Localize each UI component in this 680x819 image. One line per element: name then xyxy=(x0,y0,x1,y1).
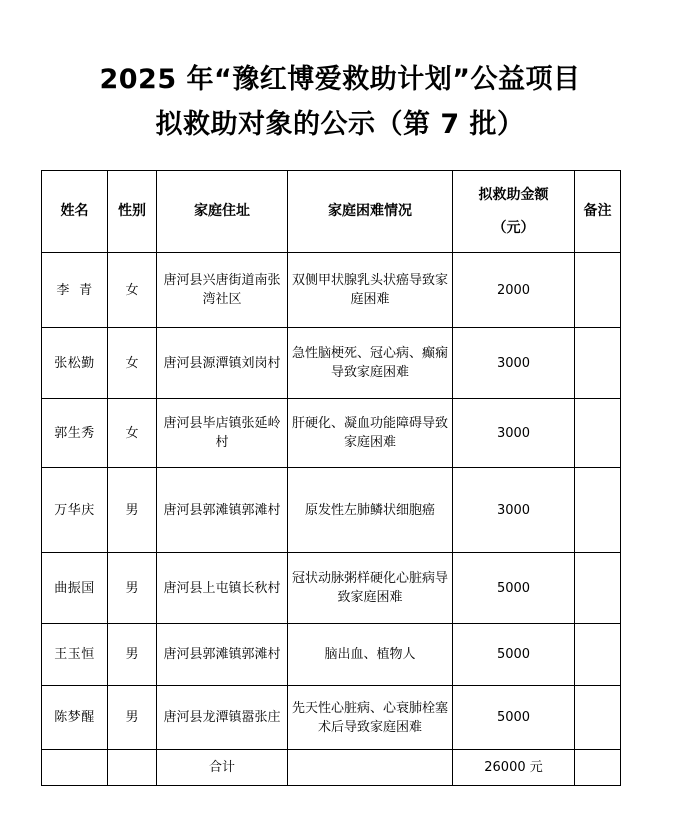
cell-amount: 5000 xyxy=(453,624,575,686)
cell-empty xyxy=(575,750,621,786)
header-gender: 性别 xyxy=(108,171,157,253)
cell-name: 万华庆 xyxy=(42,468,108,553)
cell-situation: 双侧甲状腺乳头状癌导致家庭困难 xyxy=(288,253,453,328)
header-amount-label: 拟救助金额 xyxy=(478,186,549,203)
cell-gender: 男 xyxy=(108,553,157,624)
cell-situation: 肝硬化、凝血功能障碍导致家庭困难 xyxy=(288,399,453,468)
cell-amount: 3000 xyxy=(453,328,575,399)
cell-situation: 原发性左肺鳞状细胞癌 xyxy=(288,468,453,553)
cell-remark xyxy=(575,328,621,399)
table-row xyxy=(42,399,621,468)
cell-situation: 脑出血、植物人 xyxy=(288,624,453,686)
cell-situation: 急性脑梗死、冠心病、癫痫导致家庭困难 xyxy=(288,328,453,399)
cell-address: 唐河县郭滩镇郭滩村 xyxy=(157,468,288,553)
header-address: 家庭住址 xyxy=(157,171,288,253)
header-situation: 家庭困难情况 xyxy=(288,171,453,253)
cell-remark xyxy=(575,399,621,468)
cell-name: 曲振国 xyxy=(42,553,108,624)
cell-gender: 男 xyxy=(108,624,157,686)
cell-remark xyxy=(575,468,621,553)
cell-amount: 3000 xyxy=(453,468,575,553)
table-total-row xyxy=(42,750,621,786)
header-name: 姓名 xyxy=(42,171,108,253)
document-title-line-1: 2025 年“豫红博爱救助计划”公益项目 xyxy=(99,64,581,95)
cell-name: 陈梦醒 xyxy=(42,686,108,750)
cell-name: 张松勤 xyxy=(42,328,108,399)
cell-amount: 5000 xyxy=(453,553,575,624)
cell-empty xyxy=(108,750,157,786)
table-row xyxy=(42,686,621,750)
cell-gender: 男 xyxy=(108,468,157,553)
cell-remark xyxy=(575,553,621,624)
cell-situation: 冠状动脉粥样硬化心脏病导致家庭困难 xyxy=(288,553,453,624)
cell-address: 唐河县兴唐街道南张湾社区 xyxy=(157,253,288,328)
cell-remark xyxy=(575,624,621,686)
table-row xyxy=(42,328,621,399)
cell-name: 王玉恒 xyxy=(42,624,108,686)
cell-empty xyxy=(288,750,453,786)
total-amount: 26000 元 xyxy=(453,750,575,786)
table-row xyxy=(42,468,621,553)
table-row xyxy=(42,253,621,328)
cell-address: 唐河县郭滩镇郭滩村 xyxy=(157,624,288,686)
cell-gender: 女 xyxy=(108,253,157,328)
cell-remark xyxy=(575,686,621,750)
cell-gender: 女 xyxy=(108,328,157,399)
cell-gender: 女 xyxy=(108,399,157,468)
total-label: 合计 xyxy=(157,750,288,786)
cell-name: 李 青 xyxy=(42,253,108,328)
cell-address: 唐河县源潭镇刘岗村 xyxy=(157,328,288,399)
cell-amount: 5000 xyxy=(453,686,575,750)
table-row xyxy=(42,553,621,624)
document-title-line-2: 拟救助对象的公示（第 7 批） xyxy=(155,109,525,140)
cell-amount: 3000 xyxy=(453,399,575,468)
cell-situation: 先天性心脏病、心衰肺栓塞术后导致家庭困难 xyxy=(288,686,453,750)
header-remark: 备注 xyxy=(575,171,621,253)
cell-gender: 男 xyxy=(108,686,157,750)
cell-address: 唐河县毕店镇张延岭村 xyxy=(157,399,288,468)
table-row xyxy=(42,624,621,686)
cell-name: 郭生秀 xyxy=(42,399,108,468)
cell-address: 唐河县上屯镇长秋村 xyxy=(157,553,288,624)
header-amount xyxy=(453,171,575,253)
aid-recipients-table xyxy=(41,170,621,786)
cell-remark xyxy=(575,253,621,328)
table-header-row xyxy=(42,171,621,253)
cell-empty xyxy=(42,750,108,786)
header-amount-unit: （元） xyxy=(492,219,535,236)
cell-address: 唐河县龙潭镇嚣张庄 xyxy=(157,686,288,750)
cell-amount: 2000 xyxy=(453,253,575,328)
